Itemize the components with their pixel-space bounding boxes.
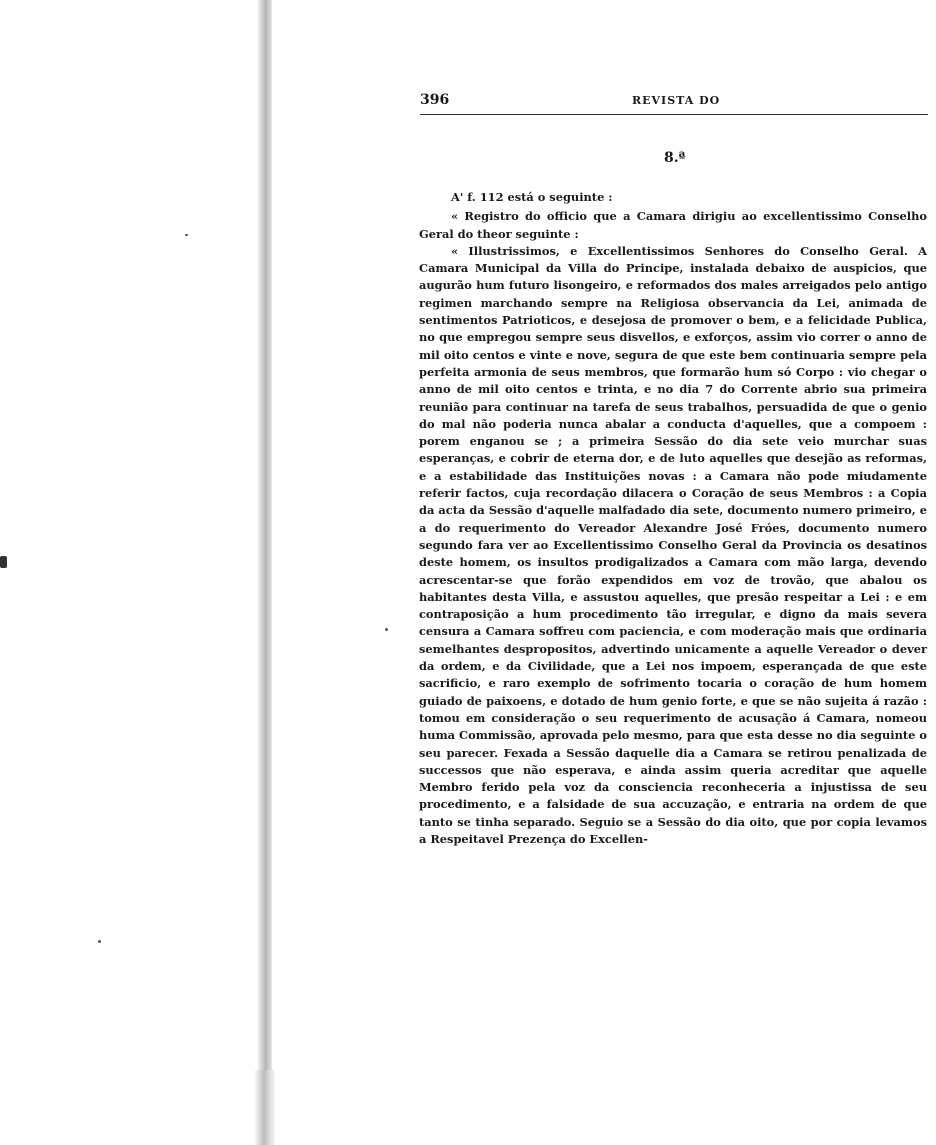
- running-head: REVISTA DO: [632, 94, 721, 107]
- paragraph-registro: « Registro do officio que a Camara dirigiu ao excellentissimo Conselho Geral do theor seguinte :: [419, 209, 927, 241]
- paragraph-intro: A' f. 112 está o seguinte :: [451, 190, 613, 204]
- page-number: 396: [420, 92, 450, 108]
- scan-speck: [0, 556, 7, 568]
- scan-speck: [98, 940, 101, 943]
- page-header: [420, 90, 928, 115]
- scan-speck: [185, 234, 188, 236]
- paragraph-officio: « Illustrissimos, e Excellentissimos Senhores do Conselho Geral. A Camara Municipal da Villa do Principe, instalada debaixo de auspicios, que augurão hum futuro lisongeiro, e reformados dos males arreigados pelo antigo regimen marchando sempre na Religiosa observancia da Lei, animada de sentimentos Patrioticos, e desejosa de promover o bem, e a felicidade Publica, no que empregou sempre seus disvellos, e exforços, assim vio correr o anno de mil oito centos e vinte e nove, segura de que este bem continuaria sempre pela perfeita armonia de seus membros, que formarão hum só Corpo : vio chegar o anno de mil oito centos e trinta, e no dia 7 do Corrente abrio sua primeira reunião para continuar na tarefa de seus trabalhos, persuadida de que o genio do mal não poderia nunca abalar a conducta d'aquelles, que a compoem : porem enganou se ; a primeira Sessão do dia sete veio murchar suas esperanças, e cobrir de eterna dor, e de luto aquelles que desejão as reformas, e a estabilidade das Instituições novas : a Camara não pode miudamente referir factos, cuja recordação dilacera o Coração de seus Membros : a Copia da acta da Sessão d'aquelle malfadado dia sete, documento numero primeiro, e a do requerimento do Vereador Alexandre José Fróes, documento numero segundo fara ver ao Excellentissimo Conselho Geral da Provincia os desatinos deste homem, os insultos prodigalizados a Camara com mão larga, devendo acrescentar-se que forão expendidos em voz de trovão, que abalou os habitantes desta Villa, e assustou aquelles, que presão respeitar a Lei : e em contraposição a hum procedimento tão irregular, e digno da mais severa censura a Camara soffreu com paciencia, e com moderação mais que ordinaria semelhantes despropositos, advertindo unicamente a aquelle Vereador o dever da ordem, e da Civilidade, que a Lei nos impoem, esperançada de que este sacrificio, e raro exemplo de sofrimento tocaria o coração de hum homem guiado de paixoens, e dotado de hum genio forte, e que se não sujeita á razão : tomou em consideração o seu requerimento de acusação á Camara, nomeou huma Commissão, aprovada pelo mesmo, para que esta desse no dia seguinte o seu parecer. Fexada a Sessão daquelle dia a Camara se retirou penalizada de successos que não esperava, e ainda assim queria acreditar que aquelle Membro ferido pela voz da consciencia reconheceria a injustissa de seu procedimento, e a falsidade de sua accuzação, e entraria na ordem de que tanto se tinha separado. Seguio se a Sessão do dia oito, que por copia levamos a Respeitavel Prezença do Excellen-: [419, 243, 927, 846]
- body-text: [419, 186, 927, 848]
- scan-page-edge: [258, 0, 272, 1145]
- scan-page-edge-bottom: [255, 1070, 275, 1145]
- scan-speck: [385, 628, 388, 631]
- section-number: 8.ª: [664, 150, 686, 166]
